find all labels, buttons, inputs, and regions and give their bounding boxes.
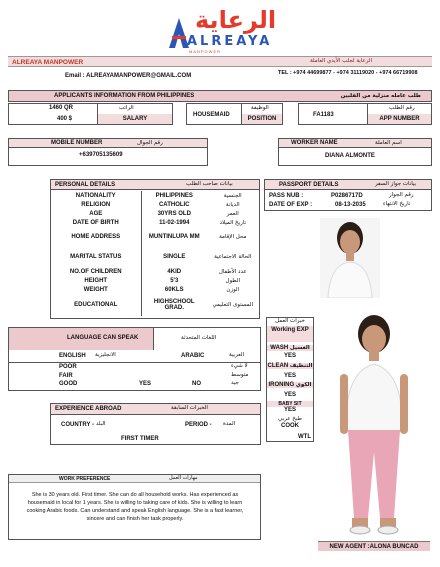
pass-label-ar: رقم الجواز bbox=[389, 192, 414, 198]
position-label-ar: الوظيفة bbox=[251, 105, 269, 111]
experience-title: EXPERIENCE ABROAD bbox=[55, 406, 122, 412]
worker-name-value: DIANA ALMONTE bbox=[325, 153, 375, 159]
pass-label: PASS NUB : bbox=[269, 193, 304, 199]
skills-column bbox=[266, 317, 314, 442]
personal-row: AGE 30YRS OLD العمر bbox=[51, 209, 259, 218]
lang-arabic-value: NO bbox=[192, 381, 201, 387]
lang-level: FAIR bbox=[59, 373, 73, 379]
worker-fullbody-photo bbox=[318, 312, 430, 536]
personal-details bbox=[50, 179, 260, 319]
company-strip bbox=[8, 56, 432, 67]
salary-block bbox=[8, 103, 173, 125]
lang-level-ar: متوسط bbox=[231, 372, 249, 378]
skill-clean-value: YES bbox=[283, 373, 296, 379]
applicants-title-ar: طلب عامله منزلية من الفلبين bbox=[340, 93, 421, 99]
lang-english-value: YES bbox=[139, 381, 152, 387]
worker-name-label-ar: اسم العاملة bbox=[375, 140, 402, 146]
personal-row: NO.OF CHILDREN 4KID عدد الأطفال bbox=[51, 267, 259, 276]
personal-row: EDUCATIONAL HIGHSCHOOL GRAD. المستوى التعليمي bbox=[51, 294, 259, 316]
passport-title-ar: بيانات جواز السفر bbox=[375, 181, 417, 187]
company-email: Email : ALREAYAMANPOWER@GMAIL.COM bbox=[65, 73, 192, 79]
arabic-header-ar: العربية bbox=[229, 352, 245, 358]
applicants-title: APPLICANTS INFORMATION FROM PHILIPPINES bbox=[54, 93, 195, 99]
skill-babysit-label: BABY SIT bbox=[267, 401, 313, 407]
english-header-ar: الانجليزية bbox=[95, 352, 116, 358]
salary-usd: 400 $ bbox=[57, 116, 73, 122]
language-title-ar: اللغات المتحدثة bbox=[181, 335, 217, 341]
company-name-ar: الرعاية لجلب الأيدي العاملة bbox=[309, 58, 372, 64]
personal-title-ar: بيانات صاحب الطلب bbox=[186, 181, 233, 187]
exp-label: DATE OF EXP : bbox=[269, 202, 313, 208]
mobile-value: +639705135609 bbox=[79, 152, 123, 158]
company-name-en: ALREAYA MANPOWER bbox=[12, 59, 84, 66]
skill-cook-value: WTL bbox=[298, 434, 311, 440]
personal-row: HOME ADDRESS MUNTINLUPA MM محل الإقامة bbox=[51, 227, 259, 247]
skill-working-exp: Working EXP bbox=[267, 326, 313, 342]
exp-label-ar: تاريخ الانتهاء bbox=[383, 201, 411, 207]
personal-row: NATIONALITY PHILIPPINES الجنسية bbox=[51, 191, 259, 200]
skill-ironing-value: YES bbox=[283, 392, 296, 398]
exp-value: 08-13-2035 bbox=[335, 202, 366, 208]
personal-row: HEIGHT 5'3 الطول bbox=[51, 276, 259, 285]
skill-cook-label: COOK bbox=[281, 423, 299, 429]
worker-name-block bbox=[278, 138, 432, 166]
experience-title-ar: الخبرات السابقة bbox=[171, 405, 208, 411]
skills-title-ar: خبرات العمل bbox=[275, 318, 305, 324]
skill-wash-label: WASH الغسيل bbox=[267, 345, 313, 351]
logo-mark-icon bbox=[169, 18, 189, 48]
logo-arabic: الرعاية bbox=[195, 6, 277, 34]
mobile-label-ar: رقم الجوال bbox=[137, 140, 163, 146]
logo-subtitle: MANPOWER bbox=[189, 49, 221, 54]
company-phone: TEL : +974 44699877 - +974 31119020 - +974 66719908 bbox=[278, 70, 418, 76]
english-header: ENGLISH bbox=[59, 353, 86, 359]
work-preference-text: She is 30 years old. First timer. She can do all household works. Has experienced as housemaid in local for 1 years. She is willing to taking care of kids. She is willing to learn cooking Arabic foods. Can understand and speak English language. She is a fast learner, sincere and can finish her task properly. bbox=[26, 492, 244, 522]
personal-row: DATE OF BIRTH 11-02-1994 تاريخ الميلاد bbox=[51, 218, 259, 227]
logo-english: ALREAYA bbox=[187, 34, 273, 49]
salary-label: SALARY bbox=[98, 114, 172, 124]
personal-table bbox=[51, 191, 259, 316]
passport-title: PASSPORT DETAILS bbox=[279, 182, 339, 188]
app-number-label-ar: رقم الطلب bbox=[389, 105, 415, 111]
work-preference-block bbox=[8, 474, 261, 540]
salary-qr: 1460 QR bbox=[49, 105, 74, 111]
lang-level: POOR bbox=[59, 364, 77, 370]
applicants-bar bbox=[8, 90, 432, 102]
worker-portrait-photo bbox=[320, 218, 380, 298]
mobile-block bbox=[8, 138, 208, 166]
skill-ironing-label: IRONING الكوي bbox=[268, 382, 312, 388]
pass-value: P0286717D bbox=[331, 193, 363, 199]
arabic-header: ARABIC bbox=[181, 353, 205, 359]
skill-wash-value: YES bbox=[283, 353, 296, 359]
period-label: PERIOD - bbox=[185, 422, 212, 428]
app-number-block bbox=[298, 103, 432, 125]
company-logo bbox=[165, 8, 285, 52]
personal-row: WEIGHT 60KLS الوزن bbox=[51, 285, 259, 294]
work-preference-title: WORK PREFERENCE bbox=[59, 476, 111, 482]
period-label-ar: المدة bbox=[223, 421, 236, 427]
first-timer-value: FIRST TIMER bbox=[121, 436, 159, 442]
position-label: POSITION bbox=[242, 114, 282, 124]
skill-clean-label: CLEAN التنظيف bbox=[267, 363, 313, 369]
country-label: COUNTRY - bbox=[61, 422, 94, 428]
skill-babysit-value: YES bbox=[283, 407, 296, 413]
worker-name-label: WORKER NAME bbox=[291, 140, 338, 146]
app-number-value: FA1183 bbox=[313, 112, 334, 118]
experience-block bbox=[50, 403, 261, 445]
skill-cook-ar: طبخ عربي bbox=[278, 416, 302, 422]
language-block bbox=[8, 327, 261, 391]
work-preference-title-ar: مهارات العمل bbox=[169, 475, 198, 481]
agent-footer: NEW AGENT :ALONA BUNCAD bbox=[318, 541, 430, 551]
country-label-ar: البلد bbox=[96, 421, 106, 427]
position-value: HOUSEMAID bbox=[193, 112, 230, 118]
mobile-label: MOBILE NUMBER bbox=[51, 140, 103, 146]
app-number-label: APP NUMBER bbox=[368, 114, 431, 124]
personal-row: MARITAL STATUS SINGLE الحالة الاجتماعية bbox=[51, 247, 259, 267]
lang-level-ar: جيد bbox=[231, 380, 239, 386]
lang-level: GOOD bbox=[59, 381, 78, 387]
personal-title: PERSONAL DETAILS bbox=[55, 182, 116, 188]
passport-details bbox=[264, 179, 432, 211]
lang-level-ar: لا شيء bbox=[231, 363, 248, 369]
language-title: LANGUAGE CAN SPEAK bbox=[67, 335, 139, 341]
salary-label-ar: الراتب bbox=[119, 105, 134, 111]
position-block bbox=[186, 103, 283, 125]
personal-row: RELIGION CATHOLIC الديانة bbox=[51, 200, 259, 209]
